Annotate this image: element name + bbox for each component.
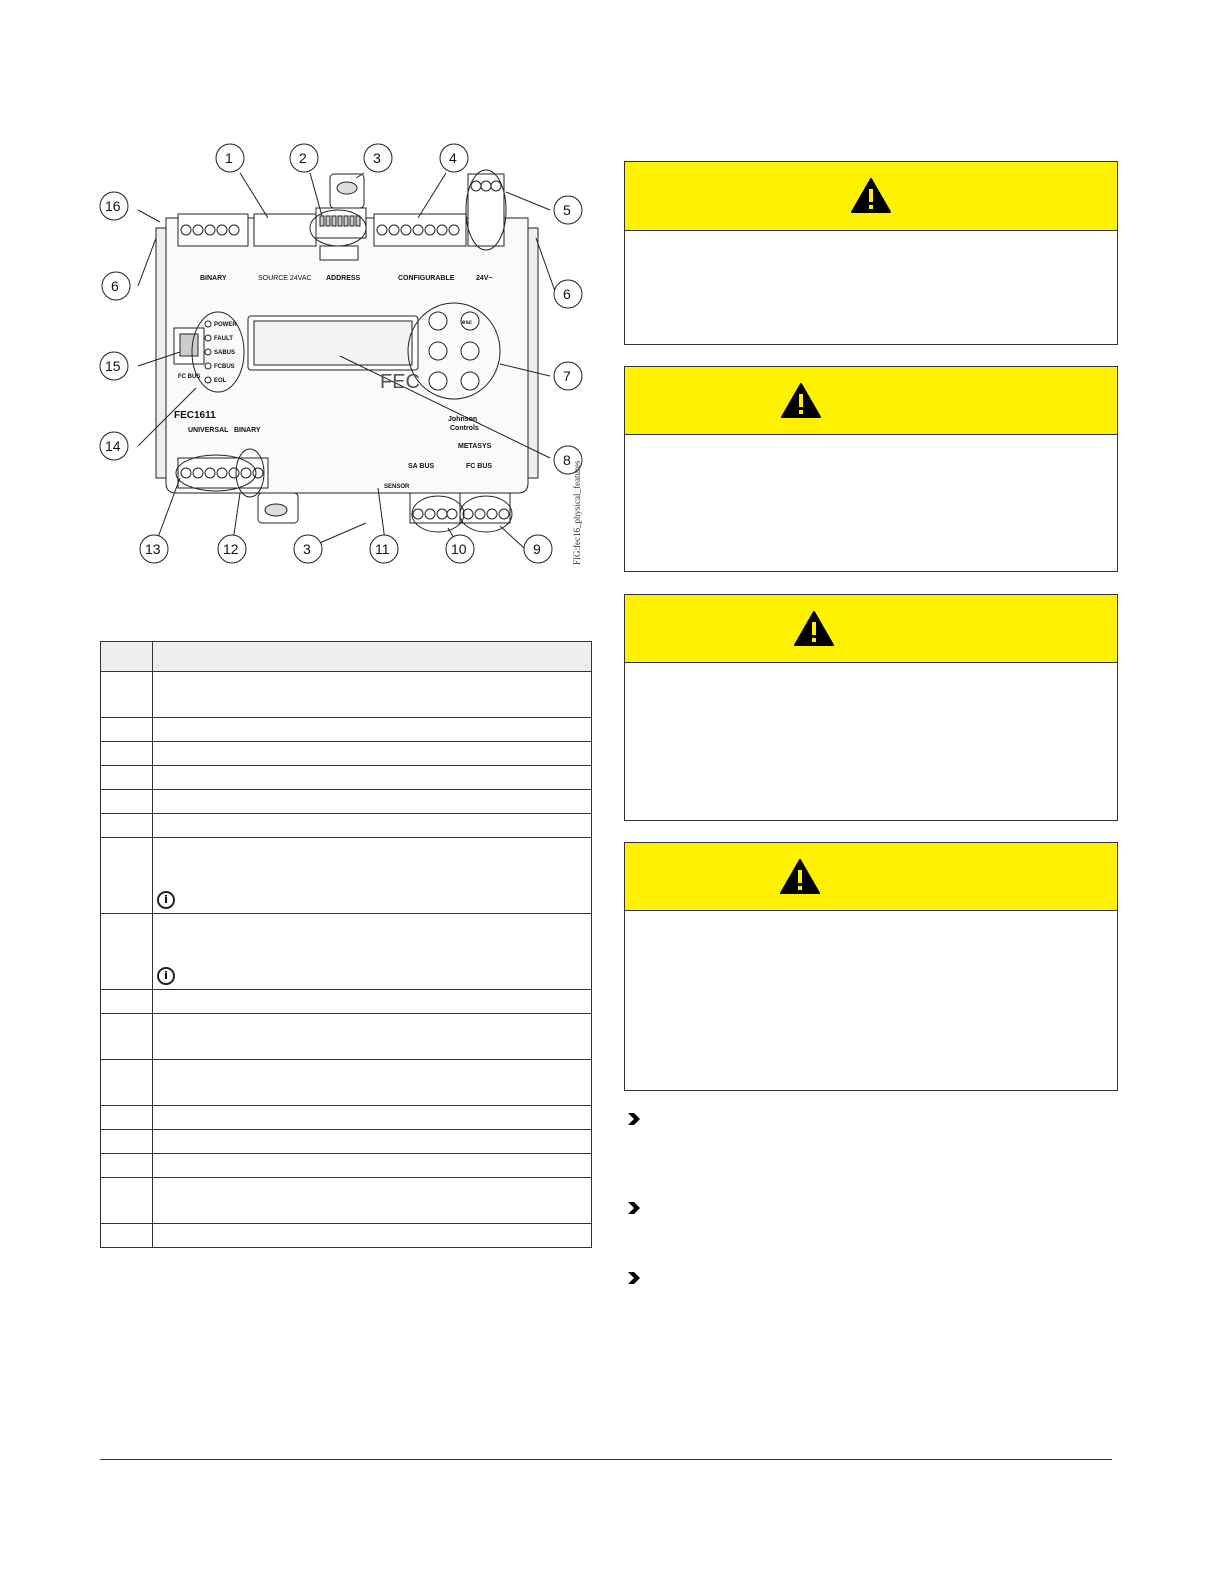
caution-header — [625, 367, 1117, 435]
svg-text:14: 14 — [105, 438, 121, 454]
table-row — [101, 672, 592, 718]
esc-key-label: esc — [462, 320, 473, 326]
info-icon: i — [157, 967, 175, 985]
callout-3-top — [364, 144, 392, 172]
svg-text:1: 1 — [225, 150, 233, 166]
label-fc-bus-terminal: FC BUS — [466, 463, 493, 470]
table-row — [101, 1130, 592, 1154]
label-sensor: SENSOR — [384, 484, 410, 490]
label-binary-top: BINARY — [200, 275, 227, 282]
caution-header — [625, 162, 1117, 231]
table-row — [101, 1060, 592, 1106]
label-binary-bottom: BINARY — [234, 427, 261, 434]
table-row — [101, 1106, 592, 1130]
physical-features-figure — [105, 138, 598, 578]
callout-5 — [554, 196, 582, 224]
svg-text:8: 8 — [563, 452, 571, 468]
chevron-bullet-icon — [627, 1271, 641, 1285]
callout-table — [100, 641, 592, 1248]
led-eol-label: EOL — [214, 378, 227, 384]
svg-text:6: 6 — [111, 278, 119, 294]
callout-1 — [216, 144, 244, 172]
info-icon: i — [157, 891, 175, 909]
caution-header — [625, 843, 1117, 911]
table-row — [101, 814, 592, 838]
svg-text:11: 11 — [375, 541, 390, 557]
table-row — [101, 990, 592, 1014]
svg-text:13: 13 — [145, 541, 161, 557]
figure-file-caption: FIG:fec16_physical_features — [572, 460, 582, 565]
led-fcbus-label: FCBUS — [214, 364, 235, 370]
table-row — [101, 1154, 592, 1178]
svg-text:9: 9 — [533, 541, 541, 557]
callout-12 — [218, 535, 246, 563]
callout-6-right — [554, 280, 582, 308]
callout-13 — [140, 535, 168, 563]
label-configurable: CONFIGURABLE — [398, 275, 455, 282]
label-fc-bus-port: FC BUS — [178, 374, 201, 380]
table-header-row — [101, 642, 592, 672]
caution-header — [625, 595, 1117, 663]
chevron-bullet-icon — [627, 1112, 641, 1126]
svg-text:4: 4 — [449, 150, 457, 166]
table-row — [101, 718, 592, 742]
callout-4 — [440, 144, 468, 172]
svg-text:15: 15 — [105, 358, 121, 374]
led-fault-label: FAULT — [214, 336, 233, 342]
svg-text:6: 6 — [563, 286, 571, 302]
callout-14 — [100, 432, 128, 460]
table-row — [101, 790, 592, 814]
model-label: FEC1611 — [174, 410, 216, 421]
led-sabus-label: SABUS — [214, 350, 236, 356]
svg-text:10: 10 — [451, 541, 467, 557]
product-name: METASYS — [458, 443, 492, 450]
callout-6-left — [102, 272, 130, 300]
callout-2 — [290, 144, 318, 172]
svg-text:3: 3 — [303, 541, 311, 557]
label-address: ADDRESS — [326, 275, 361, 282]
table-row — [101, 742, 592, 766]
chevron-bullet-icon — [627, 1201, 641, 1215]
caution-box-4 — [624, 842, 1118, 1091]
warning-triangle-icon — [780, 382, 822, 420]
callout-3-bottom — [294, 535, 322, 563]
warning-triangle-icon — [850, 177, 892, 215]
callout-9 — [524, 535, 552, 563]
warning-triangle-icon — [779, 858, 821, 896]
table-row — [101, 766, 592, 790]
caution-box-1 — [624, 161, 1118, 345]
brand-name-1: Johnson — [448, 416, 478, 423]
svg-text:7: 7 — [563, 368, 571, 384]
callout-16 — [100, 192, 128, 220]
table-row — [101, 1178, 592, 1224]
label-source: SOURCE 24VAC — [258, 275, 312, 282]
svg-text:16: 16 — [105, 198, 121, 214]
brand-name-2: Controls — [450, 425, 479, 432]
table-row — [101, 1014, 592, 1060]
table-row — [101, 838, 592, 914]
svg-text:5: 5 — [563, 202, 571, 218]
table-row — [101, 914, 592, 990]
svg-text:3: 3 — [373, 150, 381, 166]
svg-text:12: 12 — [223, 541, 239, 557]
led-power-label: POWER — [214, 322, 237, 328]
label-universal: UNIVERSAL — [188, 427, 229, 434]
lcd-brand: FEC — [380, 371, 420, 393]
callout-7 — [554, 362, 582, 390]
label-sa-bus: SA BUS — [408, 463, 435, 470]
caution-box-3 — [624, 594, 1118, 821]
callout-10 — [446, 535, 474, 563]
callout-11 — [370, 535, 398, 563]
table-row — [101, 1224, 592, 1248]
svg-text:2: 2 — [299, 150, 307, 166]
callout-15 — [100, 352, 128, 380]
caution-box-2 — [624, 366, 1118, 572]
warning-triangle-icon — [793, 610, 835, 648]
footer-divider — [100, 1459, 1112, 1460]
label-power: 24V~ — [476, 275, 493, 282]
